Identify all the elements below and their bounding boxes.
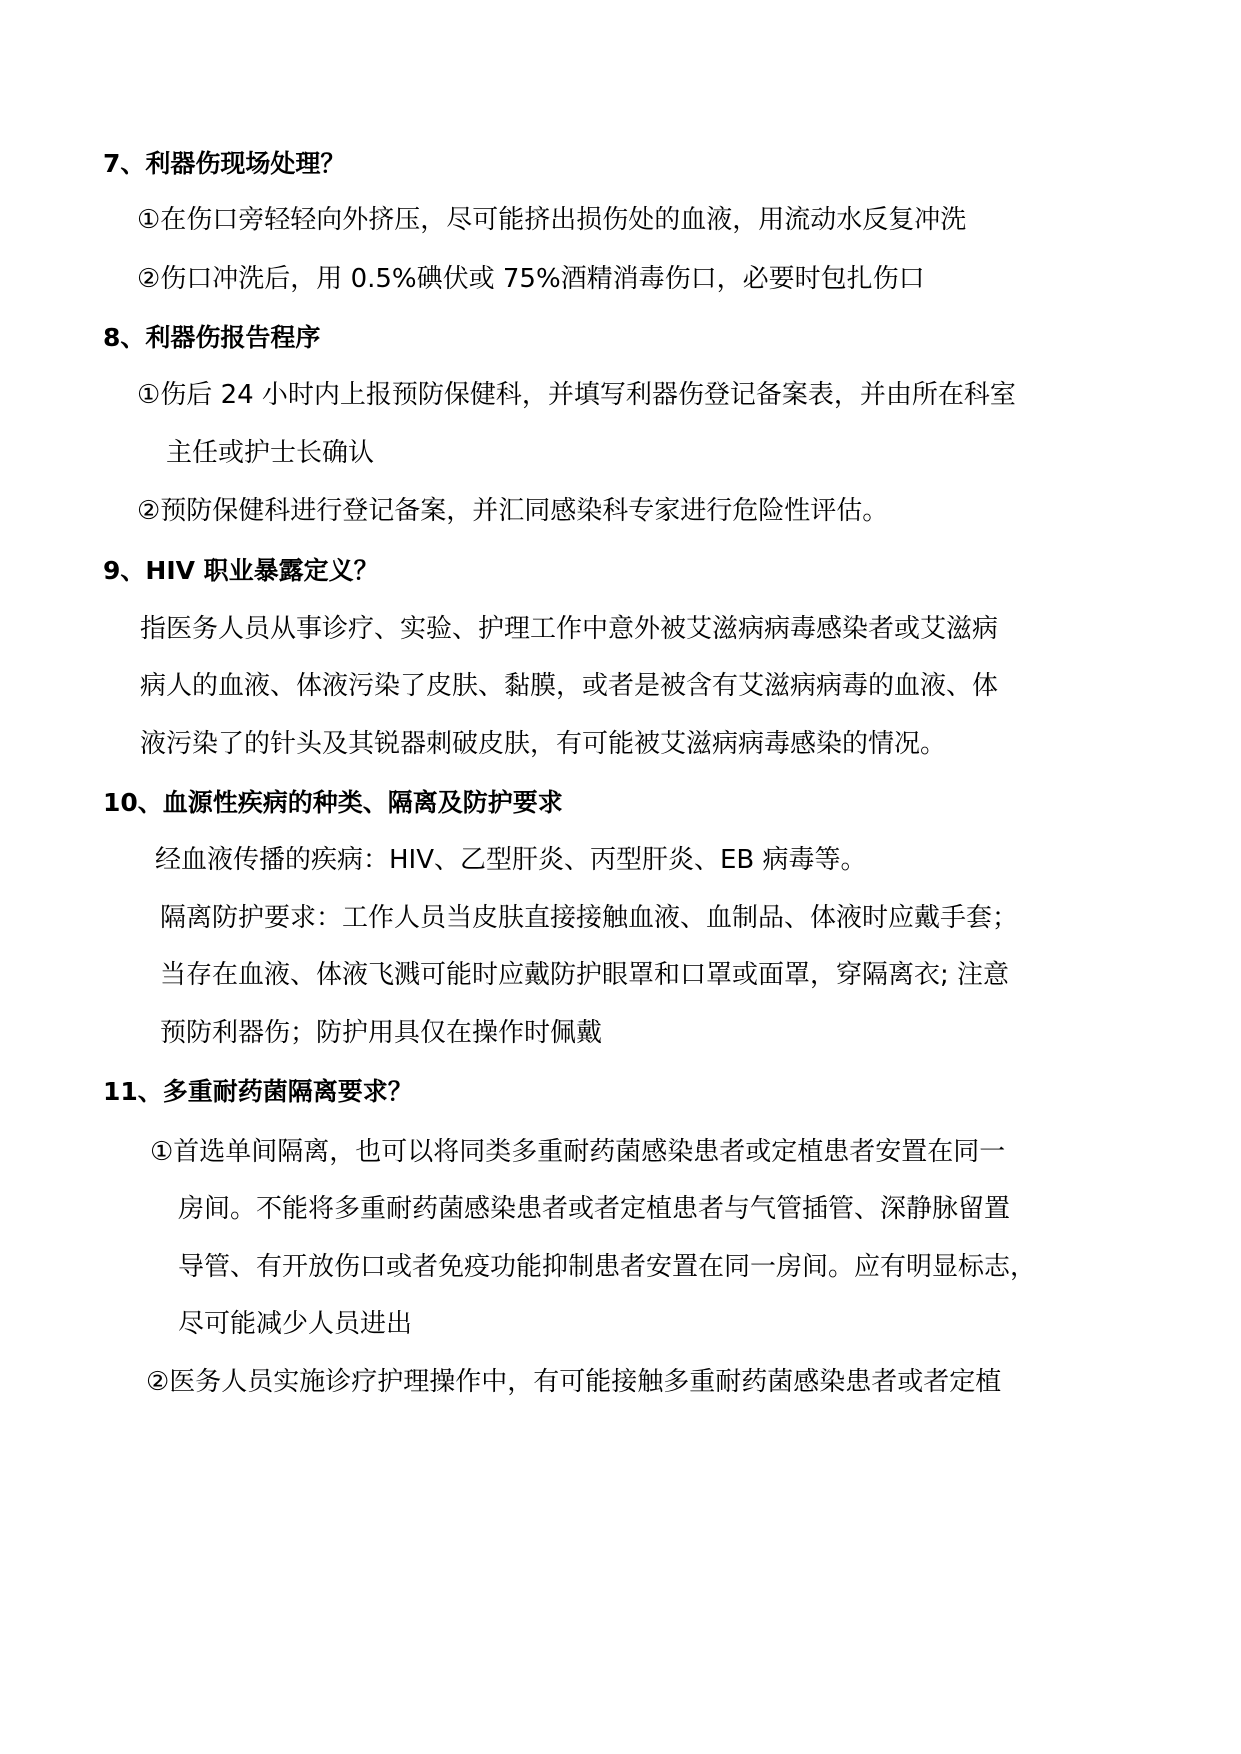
section-11-line-3: 导管、有开放伤口或者免疫功能抑制患者安置在同一房间。应有明显标志， (178, 1252, 1037, 1282)
section-9-heading: 9、HIV 职业暴露定义？ (103, 556, 379, 585)
section-8-line-1: ①伤后 24 小时内上报预防保健科，并填写利器伤登记备案表，并由所在科室 (137, 380, 1016, 410)
section-11-line-2: 房间。不能将多重耐药菌感染患者或者定植患者与气管插管、深静脉留置 (178, 1194, 1011, 1224)
section-7-line-1: ①在伤口旁轻轻向外挤压，尽可能挤出损伤处的血液，用流动水反复冲洗 (137, 205, 967, 235)
section-7-heading: 7、利器伤现场处理？ (103, 149, 346, 178)
section-11-heading: 11、多重耐药菌隔离要求？ (103, 1077, 413, 1106)
section-10-line-1: 经血液传播的疾病：HIV、乙型肝炎、丙型肝炎、EB 病毒等。 (155, 845, 867, 875)
section-7-line-2: ②伤口冲洗后，用 0.5%碘伏或 75%酒精消毒伤口，必要时包扎伤口 (137, 264, 925, 294)
section-9-line-1: 指医务人员从事诊疗、实验、护理工作中意外被艾滋病病毒感染者或艾滋病 (140, 614, 999, 644)
section-10-line-2: 隔离防护要求：工作人员当皮肤直接接触血液、血制品、体液时应戴手套； (160, 903, 1019, 933)
section-10-line-3: 当存在血液、体液飞溅可能时应戴防护眼罩和口罩或面罩，穿隔离衣; 注意 (160, 960, 1010, 990)
section-10-line-4: 预防利器伤；防护用具仅在操作时佩戴 (160, 1018, 603, 1048)
section-9-line-3: 液污染了的针头及其锐器刺破皮肤，有可能被艾滋病病毒感染的情况。 (140, 729, 947, 759)
section-10-heading: 10、血源性疾病的种类、隔离及防护要求 (103, 788, 563, 817)
section-11-line-5: ②医务人员实施诊疗护理操作中，有可能接触多重耐药菌感染患者或者定植 (146, 1367, 1002, 1397)
section-11-line-4: 尽可能减少人员进出 (178, 1309, 413, 1339)
section-8-line-2: 主任或护士长确认 (166, 438, 375, 468)
section-9-line-2: 病人的血液、体液污染了皮肤、黏膜，或者是被含有艾滋病病毒的血液、体 (140, 671, 999, 701)
section-11-line-1: ①首选单间隔离，也可以将同类多重耐药菌感染患者或定植患者安置在同一 (150, 1137, 1006, 1167)
section-8-heading: 8、利器伤报告程序 (103, 323, 321, 352)
section-8-line-3: ②预防保健科进行登记备案，并汇同感染科专家进行危险性评估。 (137, 496, 889, 526)
